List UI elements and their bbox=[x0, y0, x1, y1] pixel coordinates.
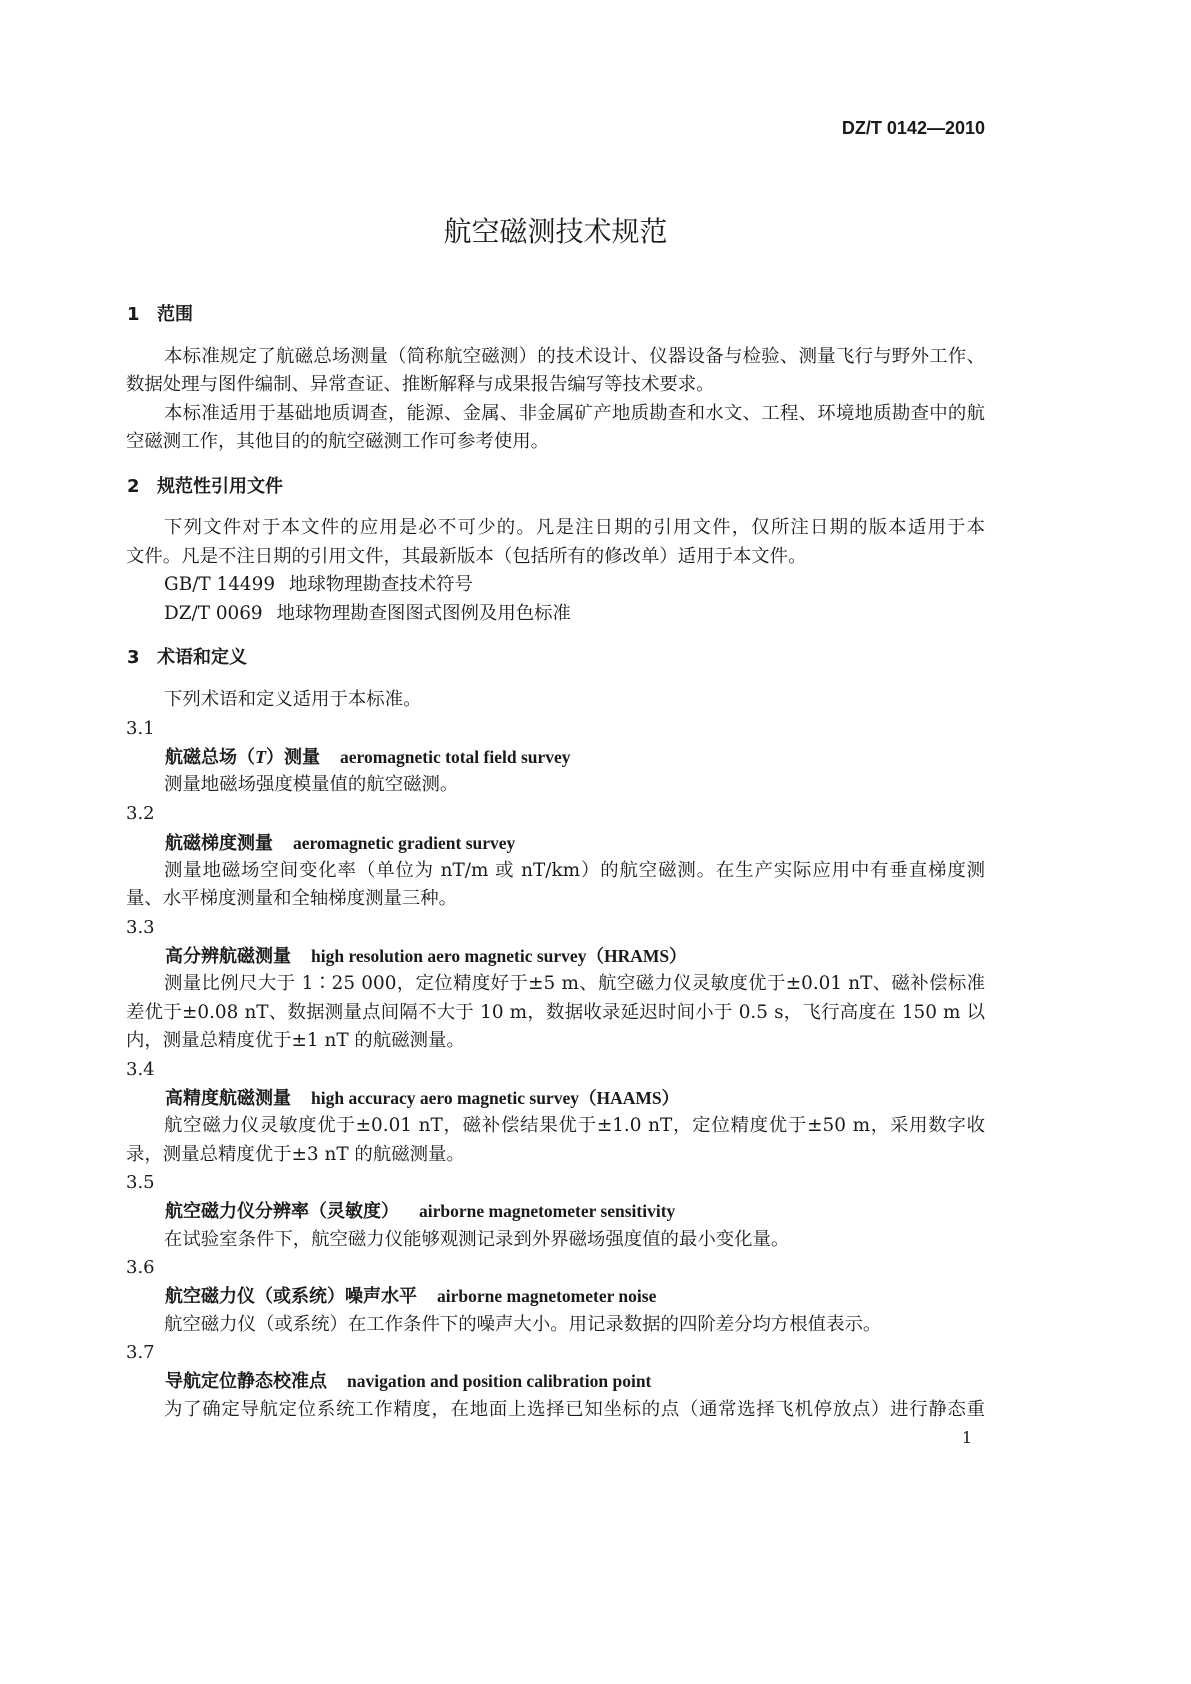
page-title: 航空磁测技术规范 bbox=[443, 215, 668, 248]
term-heading bbox=[165, 942, 985, 970]
section-intro: 下列术语和定义适用于本标准。 bbox=[164, 689, 422, 710]
term-en: airborne magnetometer noise bbox=[437, 1286, 657, 1306]
reference-item bbox=[164, 571, 985, 599]
term-number: 3.1 bbox=[126, 718, 155, 739]
paragraph-line: 下列文件对于本文件的应用是必不可少的。凡是注日期的引用文件，仅所注日期的版本适用于本 bbox=[164, 517, 985, 538]
term-en: navigation and position calibration point bbox=[347, 1371, 652, 1391]
paragraph-line: 本标准适用于基础地质调查，能源、金属、非金属矿产地质勘查和水文、工程、环境地质勘查中的航 bbox=[164, 403, 985, 424]
term-zh: 高分辨航磁测量 bbox=[165, 946, 291, 967]
term-heading bbox=[165, 1084, 985, 1112]
term-en: aeromagnetic total field survey bbox=[340, 747, 571, 767]
section-number: 2 bbox=[127, 476, 140, 497]
term-number: 3.4 bbox=[126, 1059, 155, 1080]
definition-line: 差优于±0.08 nT、数据测量点间隔不大于 10 m，数据收录延迟时间小于 0.5 s，飞行高度在 150 m 以 bbox=[126, 1002, 985, 1023]
term-heading bbox=[165, 743, 985, 771]
paragraph-line: 文件。凡是不注日期的引用文件，其最新版本（包括所有的修改单）适用于本文件。 bbox=[126, 546, 807, 567]
section-heading: 术语和定义 bbox=[157, 647, 247, 668]
term-number: 3.7 bbox=[126, 1342, 155, 1363]
definition-line: 测量地磁场强度模量值的航空磁测。 bbox=[164, 774, 459, 795]
term-heading bbox=[165, 829, 985, 857]
term-number: 3.2 bbox=[126, 803, 155, 824]
definition-line: 测量比例尺大于 1∶25 000，定位精度好于±5 m、航空磁力仪灵敏度优于±0.01 nT、磁补偿标准 bbox=[164, 973, 985, 994]
definition-line: 航空磁力仪灵敏度优于±0.01 nT，磁补偿结果优于±1.0 nT，定位精度优于±50 m，采用数字收 bbox=[164, 1115, 985, 1136]
term-zh: 航磁梯度测量 bbox=[165, 833, 273, 854]
term-en: airborne magnetometer sensitivity bbox=[419, 1201, 676, 1221]
term-zh: 航空磁力仪（或系统）噪声水平 bbox=[165, 1286, 417, 1307]
section-heading: 规范性引用文件 bbox=[157, 476, 283, 497]
section-number: 3 bbox=[127, 647, 140, 668]
section-heading: 范围 bbox=[157, 304, 193, 325]
term-zh: 航空磁力仪分辨率（灵敏度） bbox=[165, 1201, 399, 1222]
term-en: high resolution aero magnetic survey（HRAMS） bbox=[311, 946, 687, 966]
reference-code: DZ/T 0069 bbox=[164, 603, 263, 624]
term-number: 3.6 bbox=[126, 1257, 155, 1278]
term-number: 3.5 bbox=[126, 1172, 155, 1193]
definition-line: 量、水平梯度测量和全轴梯度测量三种。 bbox=[126, 888, 458, 909]
definition-line: 在试验室条件下，航空磁力仪能够观测记录到外界磁场强度值的最小变化量。 bbox=[164, 1229, 790, 1250]
term-zh-suffix: ）测量 bbox=[266, 747, 320, 768]
section-number: 1 bbox=[127, 304, 140, 325]
term-heading bbox=[165, 1282, 985, 1310]
term-zh: 高精度航磁测量 bbox=[165, 1088, 291, 1109]
term-zh bbox=[165, 747, 320, 768]
paragraph-line: 数据处理与图件编制、异常查证、推断解释与成果报告编写等技术要求。 bbox=[126, 374, 715, 395]
term-number: 3.3 bbox=[126, 917, 155, 938]
definition-line: 航空磁力仪（或系统）在工作条件下的噪声大小。用记录数据的四阶差分均方根值表示。 bbox=[164, 1314, 882, 1335]
page-number: 1 bbox=[961, 1428, 973, 1447]
document-number: DZ/T 0142—2010 bbox=[841, 118, 985, 138]
definition-line: 内，测量总精度优于±1 nT 的航磁测量。 bbox=[126, 1030, 465, 1051]
reference-item bbox=[164, 600, 985, 628]
term-zh: 导航定位静态校准点 bbox=[165, 1371, 327, 1392]
term-en: high accuracy aero magnetic survey（HAAMS） bbox=[311, 1088, 680, 1108]
term-symbol: T bbox=[255, 747, 266, 767]
term-zh-prefix: 航磁总场（ bbox=[165, 747, 255, 768]
definition-line: 为了确定导航定位系统工作精度，在地面上选择已知坐标的点（通常选择飞机停放点）进行静态重 bbox=[164, 1399, 985, 1420]
definition-line: 测量地磁场空间变化率（单位为 nT/m 或 nT/km）的航空磁测。在生产实际应用中有垂直梯度测 bbox=[164, 860, 985, 881]
term-en: aeromagnetic gradient survey bbox=[293, 833, 516, 853]
reference-title: 地球物理勘查技术符号 bbox=[289, 574, 473, 595]
paragraph-line: 本标准规定了航磁总场测量（简称航空磁测）的技术设计、仪器设备与检验、测量飞行与野外工作、 bbox=[164, 346, 985, 367]
paragraph-line: 空磁测工作，其他目的的航空磁测工作可参考使用。 bbox=[126, 431, 549, 452]
reference-code: GB/T 14499 bbox=[164, 574, 276, 595]
definition-line: 录，测量总精度优于±3 nT 的航磁测量。 bbox=[126, 1144, 465, 1165]
term-heading bbox=[165, 1367, 985, 1395]
term-heading bbox=[165, 1197, 985, 1225]
reference-title: 地球物理勘查图图式图例及用色标准 bbox=[276, 603, 571, 624]
